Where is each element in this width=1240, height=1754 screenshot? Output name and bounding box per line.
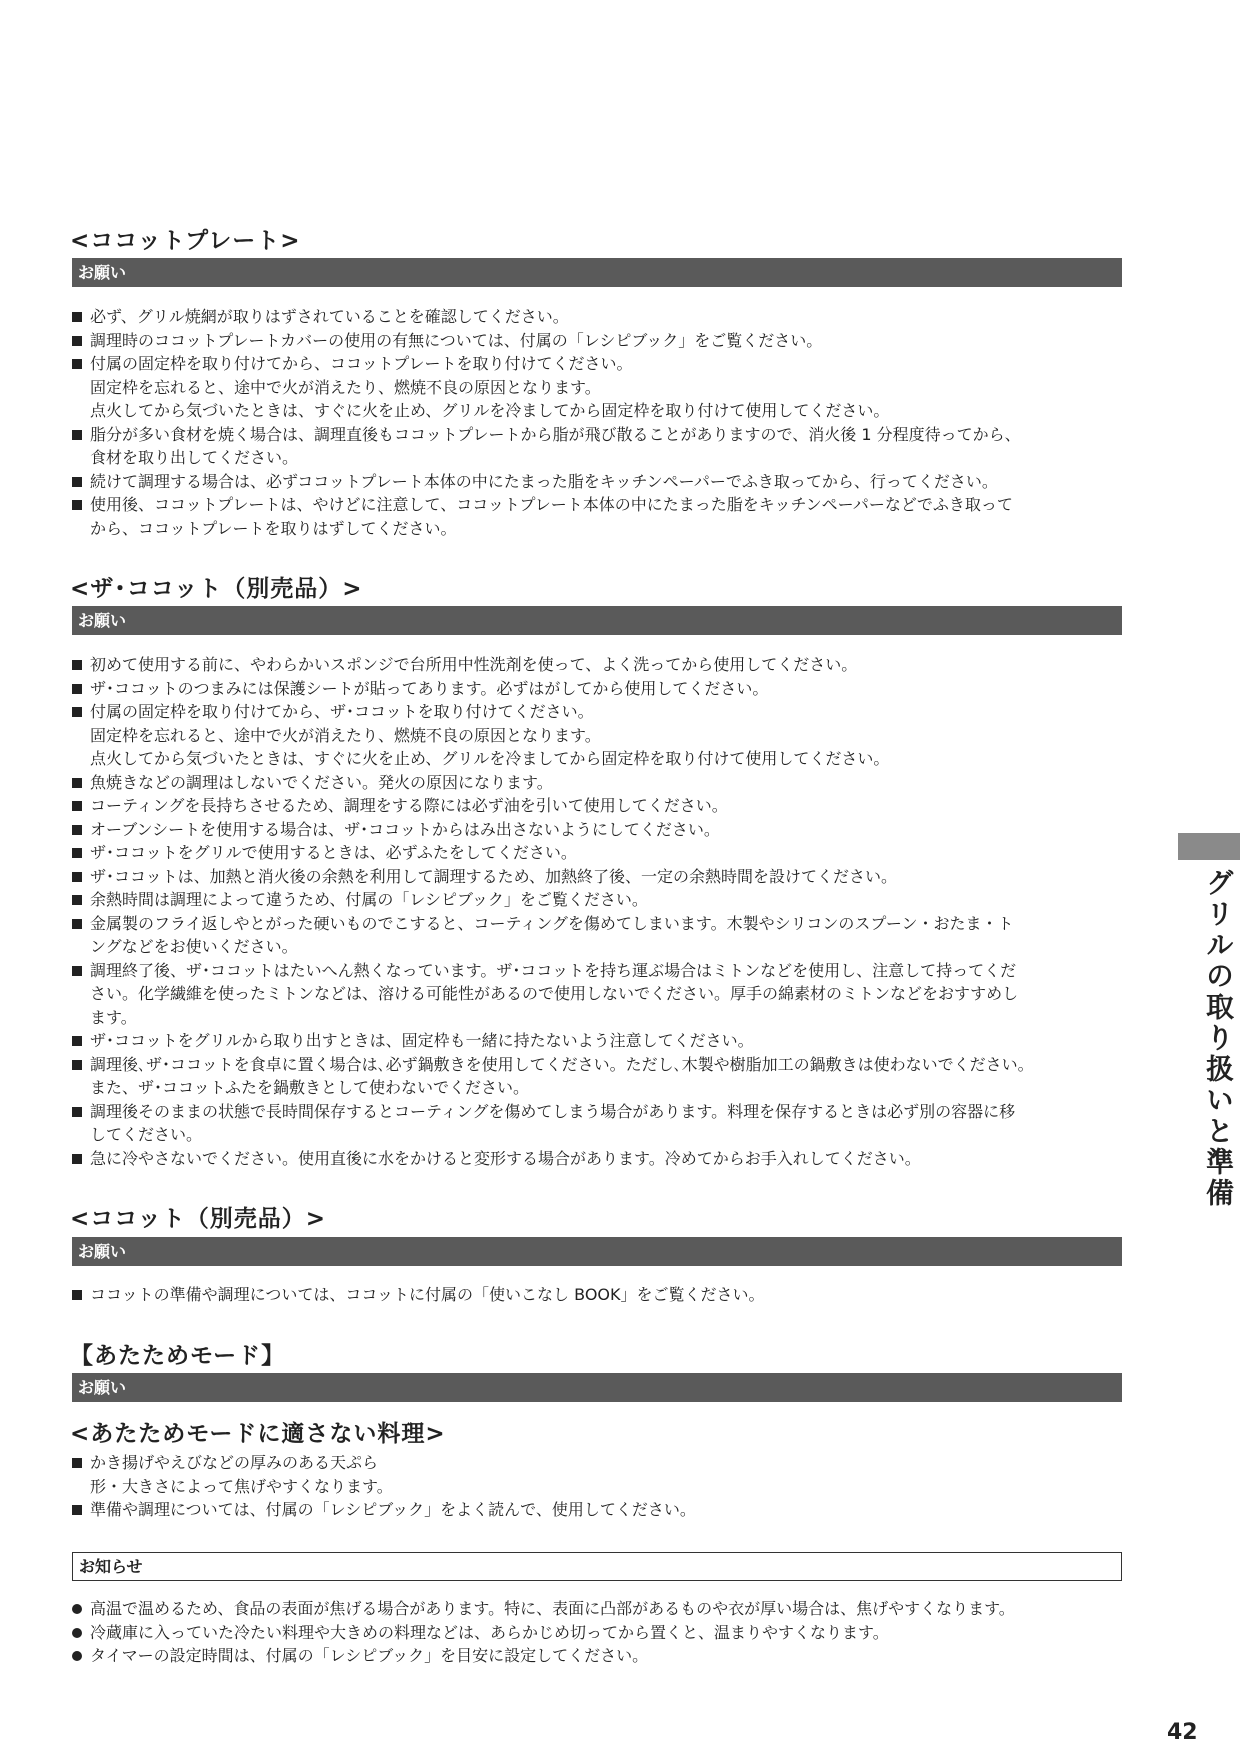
list-item <box>72 470 1127 494</box>
list-item-line: 点火してから気づいたときは、すぐに火を止め、グリルを冷ましてから固定枠を取り付けて使用してください。 <box>90 401 890 420</box>
bullet-square-icon <box>72 865 90 889</box>
bullet-square-icon <box>72 329 90 353</box>
list-item <box>72 1498 1127 1522</box>
list-item-line: さい。化学繊維を使ったミトンなどは、溶ける可能性があるので使用しないでください。厚手の綿素材のミトンなどをおすすめし <box>90 984 1019 1003</box>
list-item-text <box>90 912 1127 959</box>
request-list-warm-mode <box>72 1451 1127 1522</box>
bullet-square-icon <box>72 423 90 470</box>
bullet-square-icon <box>72 841 90 865</box>
bullet-dot-icon <box>72 1597 90 1621</box>
bullet-square-icon <box>72 1498 90 1522</box>
list-item-text <box>90 1644 1127 1668</box>
list-item-text <box>90 700 1127 771</box>
list-item-line: 続けて調理する場合は、必ずココットプレート本体の中にたまった脂をキッチンペーパーでふき取ってから、行ってください。 <box>90 471 998 491</box>
chapter-side-title: グリルの取り扱いと準備 <box>1202 868 1235 1209</box>
list-item-line: また、ザ･ココットふたを鍋敷きとして使わないでください。 <box>90 1078 530 1097</box>
bullet-square-icon <box>72 1100 90 1147</box>
list-item-line: 冷蔵庫に入っていた冷たい料理や大きめの料理などは、あらかじめ切ってから置くと、温まりやすくなります。 <box>90 1622 889 1642</box>
request-list-the-cocotte <box>72 653 1127 1170</box>
list-item-text <box>90 771 1127 795</box>
list-item-text <box>90 1053 1127 1100</box>
list-item <box>72 771 1127 795</box>
list-item <box>72 888 1127 912</box>
list-item-line: 高温で温めるため、食品の表面が焦げる場合があります。特に、表面に凸部があるものや衣が厚い場合は、焦げやすくなります。 <box>90 1599 1015 1618</box>
bullet-square-icon <box>72 700 90 771</box>
list-item-line: 初めて使用する前に、やわらかいスポンジで台所用中性洗剤を使って、よく洗ってから使用してください。 <box>90 655 858 674</box>
list-item-text <box>90 1451 1127 1498</box>
list-item-line: から、ココットプレートを取りはずしてください。 <box>90 518 457 538</box>
list-item-line: 食材を取り出してください。 <box>90 448 299 467</box>
section-heading-cocotte-plate: <ココットプレート> <box>70 228 301 254</box>
list-item-line: 付属の固定枠を取り付けてから、ザ･ココットを取り付けてください。 <box>90 702 594 721</box>
chapter-index-tab <box>1178 833 1240 860</box>
list-item-line: 余熱時間は調理によって違うため、付属の「レシピブック」をご覧ください。 <box>90 890 648 909</box>
bullet-square-icon <box>72 305 90 329</box>
list-item-line: 調理後そのままの状態で長時間保存するとコーティングを傷めてしまう場合があります。料理を保存するときは必ず別の容器に移 <box>90 1101 1016 1121</box>
list-item <box>72 959 1127 1030</box>
list-item-line: ザ･ココットのつまみには保護シートが貼ってあります。必ずはがしてから使用してください。 <box>90 678 769 698</box>
list-item-line: オーブンシートを使用する場合は、ザ･ココットからはみ出さないようにしてください。 <box>90 819 720 839</box>
list-item-text <box>90 1100 1127 1147</box>
list-item-line: 調理時のココットプレートカバーの使用の有無については、付属の「レシピブック」をご覧ください。 <box>90 330 823 350</box>
list-item-text <box>90 423 1127 470</box>
bullet-square-icon <box>72 1053 90 1100</box>
list-item <box>72 1029 1127 1053</box>
list-item-text <box>90 865 1127 889</box>
list-item-text <box>90 841 1127 865</box>
list-item <box>72 700 1127 771</box>
section-heading-warm-mode: 【あたためモード】 <box>70 1343 286 1369</box>
list-item <box>72 1621 1127 1645</box>
list-item <box>72 677 1127 701</box>
list-item-line: 必ず、グリル焼網が取りはずされていることを確認してください。 <box>90 307 569 326</box>
list-item-text <box>90 818 1127 842</box>
list-item-line: 使用後、ココットプレートは、やけどに注意して、ココットプレート本体の中にたまった脂をキッチンペーパーなどでふき取って <box>90 495 1013 514</box>
subheading-unsuitable-dishes: <あたためモードに適さない料理> <box>70 1421 446 1447</box>
page-number: 42 <box>1167 1720 1198 1745</box>
bullet-square-icon <box>72 1147 90 1171</box>
bullet-square-icon <box>72 653 90 677</box>
list-item-line: してください。 <box>90 1125 203 1144</box>
list-item-line: 固定枠を忘れると、途中で火が消えたり、燃焼不良の原因となります。 <box>90 377 601 397</box>
section-heading-cocotte: <ココット（別売品）> <box>70 1206 327 1232</box>
list-item-line: ます。 <box>90 1007 137 1027</box>
list-item <box>72 653 1127 677</box>
list-item-text <box>90 1029 1127 1053</box>
list-item-text <box>90 329 1127 353</box>
list-item-text <box>90 305 1127 329</box>
bullet-square-icon <box>72 1029 90 1053</box>
list-item-line: 固定枠を忘れると、途中で火が消えたり、燃焼不良の原因となります。 <box>90 725 601 745</box>
list-item-text <box>90 1147 1127 1171</box>
list-item-text <box>90 653 1127 677</box>
list-item <box>72 1147 1127 1171</box>
list-item-line: 形・大きさによって焦げやすくなります。 <box>90 1476 393 1496</box>
request-list-cocotte-plate <box>72 305 1127 540</box>
info-list <box>72 1597 1127 1668</box>
notice-bar-request: お願い <box>72 1373 1122 1402</box>
list-item-line: ザ･ココットをグリルで使用するときは、必ずふたをしてください。 <box>90 843 577 862</box>
bullet-dot-icon <box>72 1644 90 1668</box>
list-item-line: タイマーの設定時間は、付属の「レシピブック」を目安に設定してください。 <box>90 1646 649 1665</box>
section-heading-the-cocotte: <ザ･ココット（別売品）> <box>70 576 363 602</box>
notice-bar-request: お願い <box>72 606 1122 635</box>
list-item-line: 魚焼きなどの調理はしないでください。発火の原因になります。 <box>90 772 553 792</box>
bullet-square-icon <box>72 470 90 494</box>
list-item-line: コーティングを長持ちさせるため、調理をする際には必ず油を引いて使用してください。 <box>90 796 728 815</box>
request-list-cocotte <box>72 1283 1127 1307</box>
list-item <box>72 841 1127 865</box>
list-item-line: 付属の固定枠を取り付けてから、ココットプレートを取り付けてください。 <box>90 354 633 373</box>
list-item-text <box>90 1283 1127 1307</box>
list-item <box>72 305 1127 329</box>
bullet-square-icon <box>72 888 90 912</box>
list-item-line: 準備や調理については、付属の「レシピブック」をよく読んで、使用してください。 <box>90 1500 696 1519</box>
notice-bar-request: お願い <box>72 258 1122 287</box>
list-item <box>72 818 1127 842</box>
list-item <box>72 423 1127 470</box>
bullet-square-icon <box>72 1283 90 1307</box>
list-item <box>72 794 1127 818</box>
list-item-line: ザ･ココットをグリルから取り出すときは、固定枠も一緒に持たないよう注意してください。 <box>90 1031 754 1050</box>
list-item-line: 調理終了後、ザ･ココットはたいへん熱くなっています。ザ･ココットを持ち運ぶ場合はミトンなどを使用し、注意して持ってくだ <box>90 960 1017 980</box>
list-item-line: ングなどをお使いください。 <box>90 937 298 956</box>
list-item-text <box>90 1621 1127 1645</box>
notice-bar-request: お願い <box>72 1237 1122 1266</box>
list-item-text <box>90 493 1127 540</box>
list-item-text <box>90 352 1127 423</box>
bullet-square-icon <box>72 352 90 423</box>
list-item <box>72 1283 1127 1307</box>
notice-bar-info: お知らせ <box>72 1552 1122 1581</box>
list-item <box>72 493 1127 540</box>
list-item <box>72 1053 1127 1100</box>
bullet-square-icon <box>72 818 90 842</box>
list-item-line: 金属製のフライ返しやとがった硬いものでこすると、コーティングを傷めてしまいます。木製やシリコンのスプーン・おたま・ト <box>90 913 1014 933</box>
bullet-square-icon <box>72 912 90 959</box>
list-item-line: 急に冷やさないでください。使用直後に水をかけると変形する場合があります。冷めてからお手入れしてください。 <box>90 1148 921 1168</box>
list-item-text <box>90 677 1127 701</box>
list-item <box>72 865 1127 889</box>
list-item-text <box>90 1498 1127 1522</box>
list-item-line: かき揚げやえびなどの厚みのある天ぷら <box>90 1453 379 1472</box>
list-item-line: 脂分が多い食材を焼く場合は、調理直後もココットプレートから脂が飛び散ることがありますので、消火後 1 分程度待ってから、 <box>90 424 1021 444</box>
list-item-text <box>90 470 1127 494</box>
list-item <box>72 329 1127 353</box>
list-item <box>72 1644 1127 1668</box>
bullet-square-icon <box>72 794 90 818</box>
bullet-square-icon <box>72 959 90 1030</box>
list-item <box>72 912 1127 959</box>
bullet-square-icon <box>72 493 90 540</box>
bullet-square-icon <box>72 771 90 795</box>
bullet-square-icon <box>72 1451 90 1498</box>
list-item-line: ザ･ココットは、加熱と消火後の余熱を利用して調理するため、加熱終了後、一定の余熱時間を設けてください。 <box>90 866 898 886</box>
bullet-square-icon <box>72 677 90 701</box>
list-item <box>72 352 1127 423</box>
list-item <box>72 1100 1127 1147</box>
list-item-text <box>90 794 1127 818</box>
bullet-dot-icon <box>72 1621 90 1645</box>
list-item-text <box>90 959 1127 1030</box>
list-item <box>72 1451 1127 1498</box>
list-item-text <box>90 1597 1127 1621</box>
list-item-line: 点火してから気づいたときは、すぐに火を止め、グリルを冷ましてから固定枠を取り付けて使用してください。 <box>90 749 890 768</box>
list-item-text <box>90 888 1127 912</box>
list-item-line: ココットの準備や調理については、ココットに付属の「使いこなし BOOK」をご覧ください。 <box>90 1285 765 1304</box>
list-item-line: 調理後､ザ･ココットを食卓に置く場合は､必ず鍋敷きを使用してください。ただし､木製や樹脂加工の鍋敷きは使わないでください。 <box>90 1054 1034 1074</box>
list-item <box>72 1597 1127 1621</box>
